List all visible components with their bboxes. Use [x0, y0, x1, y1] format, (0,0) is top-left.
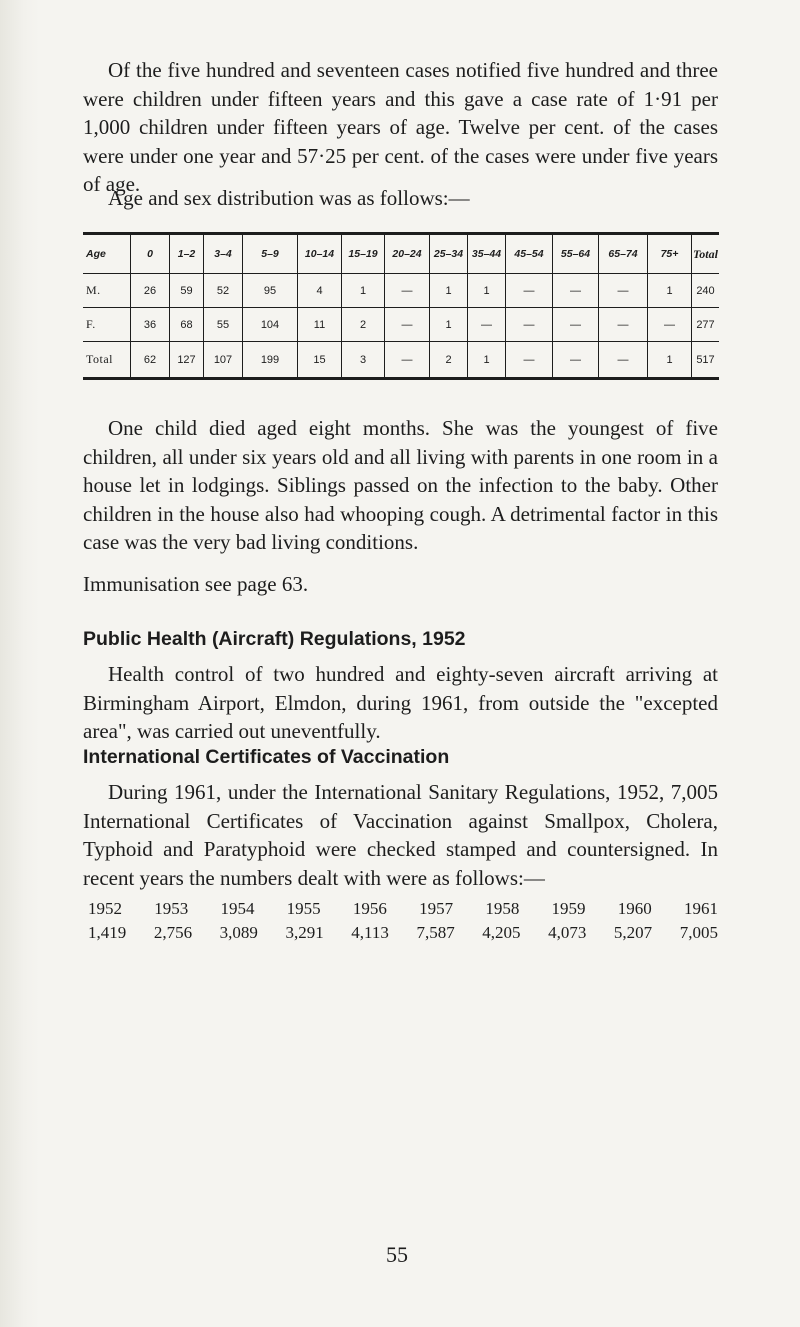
vaccination-years-row [88, 899, 718, 919]
table-cell: — [553, 308, 599, 342]
row-label: Total [83, 342, 131, 379]
table-row-male [83, 274, 719, 308]
header-cell: 25–34 [430, 234, 468, 274]
death-paragraph: One child died aged eight months. She was the youngest of five children, all under six years old and all living with parents in one room in a house let in lodgings. Siblings passed on the infection to the baby. Other children in the house also had whooping cough. A detrimental factor in this case was the very bad living conditions. [83, 416, 718, 554]
header-cell: Age [83, 234, 131, 274]
count-value: 7,005 [679, 923, 718, 942]
table-header-row [83, 234, 719, 274]
table-cell: 11 [298, 308, 342, 342]
table-cell: 4 [298, 274, 342, 308]
header-cell: 35–44 [468, 234, 506, 274]
table-cell: 1 [430, 274, 468, 308]
table-cell: 277 [692, 308, 720, 342]
table-cell: 1 [468, 274, 506, 308]
table-cell: — [468, 308, 506, 342]
header-cell: 55–64 [553, 234, 599, 274]
year-label: 1953 [154, 899, 189, 918]
year-label: 1952 [88, 899, 122, 918]
count-value: 3,291 [285, 923, 324, 942]
table-cell: — [648, 308, 692, 342]
count-value: 3,089 [219, 923, 258, 942]
count-value: 4,113 [351, 923, 389, 942]
table-cell: 3 [342, 342, 385, 379]
row-label: F. [83, 308, 131, 342]
table-cell: — [553, 274, 599, 308]
table-cell: 107 [204, 342, 243, 379]
table-cell: 1 [648, 274, 692, 308]
year-label: 1958 [485, 899, 520, 918]
year-label: 1955 [286, 899, 321, 918]
header-cell: 1–2 [170, 234, 204, 274]
vaccination-certificates-heading: International Certificates of Vaccination [83, 746, 450, 768]
header-cell: 20–24 [385, 234, 430, 274]
table-cell: 36 [131, 308, 170, 342]
table-cell: — [385, 274, 430, 308]
aircraft-paragraph: Health control of two hundred and eighty-seven aircraft arriving at Birmingham Airport, Elmdon, during 1961, from outside the "excepted area", was carried out uneventfully. [83, 662, 718, 743]
page-number: 55 [386, 1242, 408, 1267]
table-cell: 52 [204, 274, 243, 308]
table-cell: 240 [692, 274, 720, 308]
table-cell: 1 [342, 274, 385, 308]
count-value: 7,587 [416, 923, 455, 942]
year-label: 1959 [551, 899, 586, 918]
table-cell: 55 [204, 308, 243, 342]
table-cell: 1 [648, 342, 692, 379]
header-cell: 5–9 [243, 234, 298, 274]
table-cell: — [506, 274, 553, 308]
aircraft-regulations-heading: Public Health (Aircraft) Regulations, 1952 [83, 628, 466, 650]
table-cell: 199 [243, 342, 298, 379]
table-cell: — [506, 342, 553, 379]
certificates-paragraph: During 1961, under the International Sanitary Regulations, 1952, 7,005 International Certificates of Vaccination against Smallpox, Cholera, Typhoid and Paratyphoid were checked stamped and countersigned. In recent years the numbers dealt with were as follows:— [83, 780, 718, 890]
table-cell: 15 [298, 342, 342, 379]
table-cell: 517 [692, 342, 720, 379]
header-cell: 0 [131, 234, 170, 274]
table-cell: 104 [243, 308, 298, 342]
header-cell: 45–54 [506, 234, 553, 274]
table-cell: — [506, 308, 553, 342]
table-cell: — [385, 342, 430, 379]
table-cell: — [553, 342, 599, 379]
table-cell: 2 [342, 308, 385, 342]
header-cell: 10–14 [298, 234, 342, 274]
count-value: 2,756 [153, 923, 193, 942]
age-sex-distribution-table [83, 232, 719, 380]
table-cell: 59 [170, 274, 204, 308]
count-value: 1,419 [88, 923, 127, 942]
year-label: 1961 [683, 899, 718, 918]
table-cell: 95 [243, 274, 298, 308]
header-cell: 75+ [648, 234, 692, 274]
intro-paragraph: Of the five hundred and seventeen cases notified five hundred and three were children under fifteen years and this gave a case rate of 1·91 per 1,000 children under fifteen years of age. Twelve per cent. of the cases were under one year and 57·25 per cent. of the cases were under five years of age. [83, 58, 718, 196]
table-cell: 26 [131, 274, 170, 308]
scan-edge-shadow [0, 0, 40, 1327]
vaccination-counts-row [88, 923, 718, 943]
year-label: 1954 [220, 899, 255, 918]
row-label: M. [83, 274, 131, 308]
table-cell: 68 [170, 308, 204, 342]
table-cell: 1 [468, 342, 506, 379]
immunisation-note: Immunisation see page 63. [83, 572, 309, 596]
header-cell: 15–19 [342, 234, 385, 274]
year-label: 1960 [617, 899, 652, 918]
table-cell: 2 [430, 342, 468, 379]
table-cell: 1 [430, 308, 468, 342]
table-cell: — [599, 274, 648, 308]
header-cell: Total [692, 234, 720, 274]
table-cell: 62 [131, 342, 170, 379]
table-cell: — [599, 342, 648, 379]
header-cell: 65–74 [599, 234, 648, 274]
table-cell: — [599, 308, 648, 342]
distribution-intro: Age and sex distribution was as follows:— [108, 186, 470, 210]
year-label: 1956 [352, 899, 387, 918]
header-cell: 3–4 [204, 234, 243, 274]
table-row-total [83, 342, 719, 379]
year-label: 1957 [419, 899, 454, 918]
count-value: 4,205 [482, 923, 521, 942]
count-value: 5,207 [613, 923, 653, 942]
table-cell: — [385, 308, 430, 342]
table-row-female [83, 308, 719, 342]
table-cell: 127 [170, 342, 204, 379]
count-value: 4,073 [548, 923, 587, 942]
